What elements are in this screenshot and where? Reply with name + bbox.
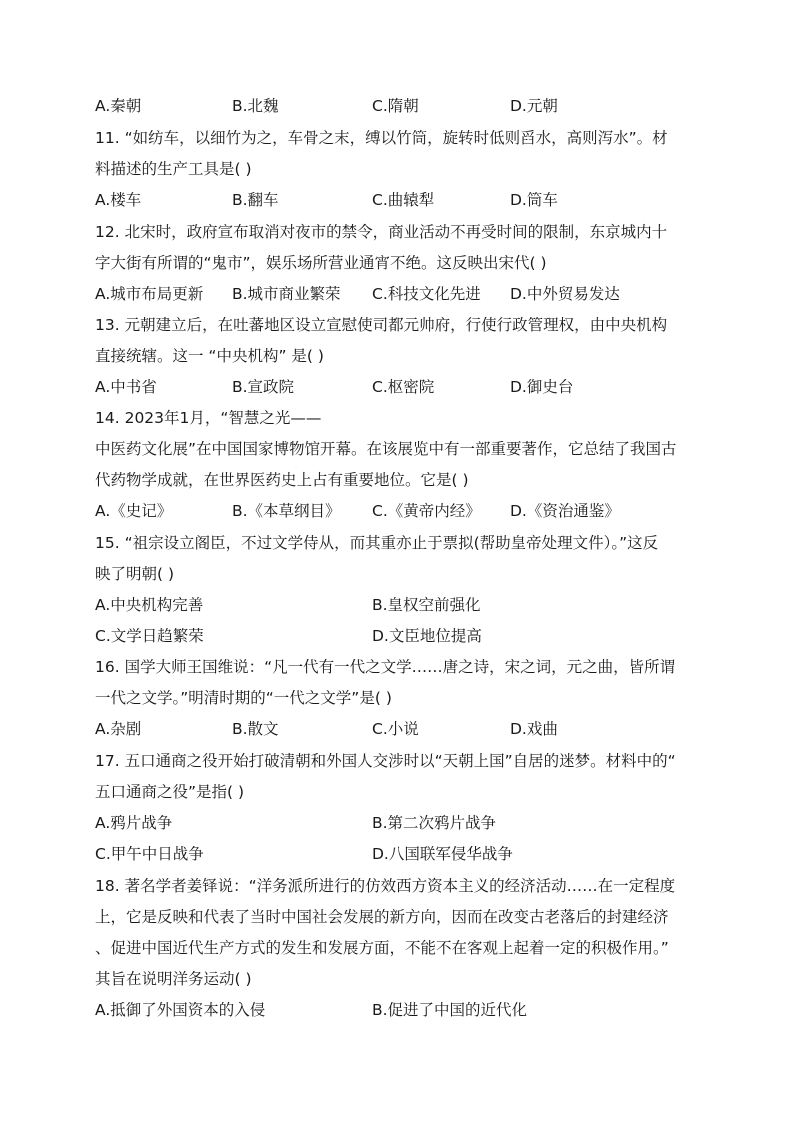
q13-stem-line-2: 直接统辖。这一 “中央机构” 是( ) — [95, 347, 324, 365]
q14-stem-line-1: 14. 2023年1月，“智慧之光—— — [95, 409, 322, 427]
q16-option-b: B.散文 — [232, 720, 279, 738]
q15-option-a: A.中央机构完善 — [95, 596, 204, 614]
q10-option-a: A.秦朝 — [95, 97, 142, 115]
q14-stem-line-2: 中医药文化展”在中国国家博物馆开幕。在该展览中有一部重要著作，它总结了我国古 — [95, 440, 677, 458]
q14-stem-line-3: 代药物学成就，在世界医药史上占有重要地位。它是( ) — [95, 471, 469, 489]
q12-option-a: A.城市布局更新 — [95, 285, 204, 303]
q16-option-c: C.小说 — [372, 720, 419, 738]
q11-option-d: D.筒车 — [510, 191, 558, 209]
q18-stem-line-2: 上，它是反映和代表了当时中国社会发展的新方向，因而在改变古老落后的封建经济 — [95, 908, 669, 926]
q13-option-c: C.枢密院 — [372, 378, 435, 396]
q14-option-b: B.《本草纲目》 — [232, 502, 341, 520]
q17-option-b: B.第二次鸦片战争 — [372, 814, 497, 832]
q13-option-a: A.中书省 — [95, 378, 157, 396]
q10-option-c: C.隋朝 — [372, 97, 419, 115]
q15-option-b: B.皇权空前强化 — [372, 596, 481, 614]
q15-option-d: D.文臣地位提高 — [372, 627, 482, 645]
q10-option-d: D.元朝 — [510, 97, 558, 115]
q12-stem-line-1: 12. 北宋时，政府宣布取消对夜市的禁令，商业活动不再受时间的限制，东京城内十 — [95, 223, 668, 241]
q15-stem-line-1: 15. “祖宗设立阁臣，不过文学侍从，而其重亦止于票拟(帮助皇帝处理文件）。”这反 — [95, 534, 659, 552]
q18-option-b: B.促进了中国的近代化 — [372, 1001, 528, 1019]
q14-option-c: C.《黄帝内经》 — [372, 502, 481, 520]
q18-stem-line-1: 18. 著名学者姜铎说：“洋务派所进行的仿效西方资本主义的经济活动……在一定程度 — [95, 877, 676, 895]
q14-option-d: D.《资治通鉴》 — [510, 502, 620, 520]
q16-option-a: A.杂剧 — [95, 720, 142, 738]
q16-option-d: D.戏曲 — [510, 720, 558, 738]
q17-option-d: D.八国联军侵华战争 — [372, 845, 513, 863]
q12-stem-line-2: 字大街有所谓的“鬼市”，娱乐场所营业通宵不绝。这反映出宋代( ) — [95, 254, 547, 272]
q17-option-a: A.鸦片战争 — [95, 814, 173, 832]
q18-stem-line-4: 其旨在说明洋务运动( ) — [95, 970, 252, 988]
q11-option-b: B.翻车 — [232, 191, 279, 209]
q15-option-c: C.文学日趋繁荣 — [95, 627, 204, 645]
q11-option-c: C.曲辕犁 — [372, 191, 435, 209]
q11-stem-line-1: 11. “如纺车，以细竹为之，车骨之末，缚以竹筒，旋转时低则舀水，高则泻水”。材 — [95, 129, 668, 147]
q13-option-b: B.宣政院 — [232, 378, 295, 396]
q12-option-d: D.中外贸易发达 — [510, 285, 620, 303]
q17-option-c: C.甲午中日战争 — [95, 845, 204, 863]
q14-option-a: A.《史记》 — [95, 502, 173, 520]
q12-option-b: B.城市商业繁荣 — [232, 285, 341, 303]
q10-option-b: B.北魏 — [232, 97, 279, 115]
q11-option-a: A.楼车 — [95, 191, 142, 209]
q12-option-c: C.科技文化先进 — [372, 285, 481, 303]
q16-stem-line-1: 16. 国学大师王国维说：“凡一代有一代之文学……唐之诗，宋之词，元之曲，皆所谓 — [95, 658, 676, 676]
q13-stem-line-1: 13. 元朝建立后，在吐蕃地区设立宣慰使司都元帅府，行使行政管理权，由中央机构 — [95, 316, 668, 334]
q17-stem-line-2: 五口通商之役”是指( ) — [95, 783, 245, 801]
q17-stem-line-1: 17. 五口通商之役开始打破清朝和外国人交涉时以“天朝上国”自居的迷梦。材料中的“ — [95, 752, 676, 770]
q13-option-d: D.御史台 — [510, 378, 574, 396]
q18-stem-line-3: 、促进中国近代生产方式的发生和发展方面，不能不在客观上起着一定的积极作用。” — [95, 939, 669, 957]
q15-stem-line-2: 映了明朝( ) — [95, 565, 175, 583]
q18-option-a: A.抵御了外国资本的入侵 — [95, 1001, 266, 1019]
q11-stem-line-2: 料描述的生产工具是( ) — [95, 160, 252, 178]
q16-stem-line-2: 一代之文学。”明清时期的“一代之文学”是( ) — [95, 689, 392, 707]
